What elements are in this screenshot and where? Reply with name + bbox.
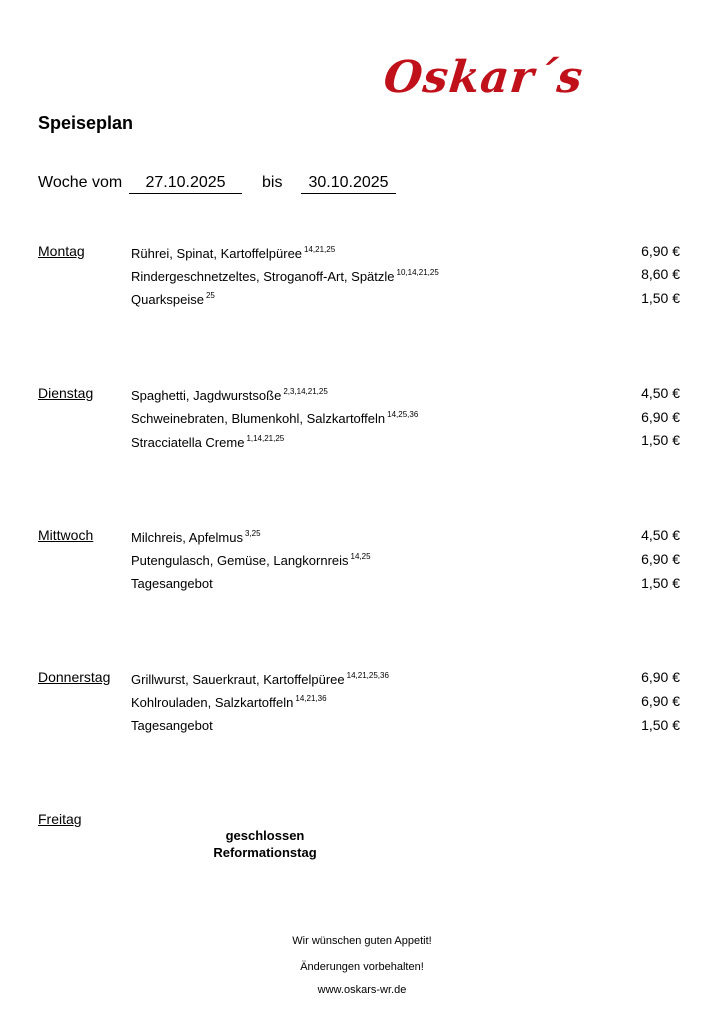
menu-item (131, 435, 284, 450)
day-dienstag: Dienstag (38, 385, 94, 401)
closed-reason: Reformationstag (213, 845, 317, 860)
dish-name: Tagesangebot (131, 718, 213, 733)
dish-name: Schweinebraten, Blumenkohl, Salzkartoffeln (131, 411, 386, 426)
price: 1,50 € (641, 432, 680, 448)
menu-item (131, 292, 215, 307)
price: 8,60 € (641, 266, 680, 282)
logo: Oskar´s (381, 52, 586, 103)
menu-item (131, 388, 328, 403)
price: 6,90 € (641, 243, 680, 259)
dish-name: Milchreis, Apfelmus (131, 530, 243, 545)
dish-name: Stracciatella Creme (131, 435, 245, 450)
day-freitag: Freitag (38, 811, 82, 827)
price: 6,90 € (641, 669, 680, 685)
week-label: Woche vom (38, 174, 123, 191)
menu-item (131, 672, 389, 687)
footer-appetit: Wir wünschen guten Appetit! (292, 935, 432, 947)
allergen-codes: 14,21,25 (304, 245, 336, 254)
day-mittwoch: Mittwoch (38, 527, 94, 543)
allergen-codes: 14,25 (350, 552, 371, 561)
menu-item (131, 576, 213, 591)
allergen-codes: 14,21,36 (295, 694, 327, 703)
day-montag: Montag (38, 243, 85, 259)
closed-notice (180, 827, 350, 861)
allergen-codes: 14,25,36 (387, 410, 419, 419)
allergen-codes: 1,14,21,25 (246, 434, 285, 443)
closed-text: geschlossen (225, 828, 305, 843)
dish-name: Rindergeschnetzeltes, Stroganoff-Art, Spätzle (131, 269, 395, 284)
dish-name: Quarkspeise (131, 292, 204, 307)
allergen-codes: 3,25 (244, 529, 261, 538)
price: 4,50 € (641, 527, 680, 543)
dish-name: Tagesangebot (131, 576, 213, 591)
menu-item (131, 269, 439, 284)
footer-disclaimer: Änderungen vorbehalten! (300, 961, 424, 973)
date-from: 27.10.2025 (129, 174, 242, 194)
price: 1,50 € (641, 575, 680, 591)
menu-item (131, 553, 371, 568)
dish-name: Grillwurst, Sauerkraut, Kartoffelpüree (131, 672, 345, 687)
allergen-codes: 10,14,21,25 (396, 268, 439, 277)
bis-label: bis (262, 174, 283, 191)
menu-item (131, 411, 418, 426)
allergen-codes: 25 (205, 291, 215, 300)
dish-name: Rührei, Spinat, Kartoffelpüree (131, 246, 303, 261)
day-donnerstag: Donnerstag (38, 669, 111, 685)
price: 1,50 € (641, 290, 680, 306)
allergen-codes: 14,21,25,36 (346, 671, 389, 680)
menu-item (131, 718, 213, 733)
dish-name: Putengulasch, Gemüse, Langkornreis (131, 553, 349, 568)
price: 1,50 € (641, 717, 680, 733)
price: 6,90 € (641, 409, 680, 425)
page-title: Speiseplan (38, 113, 134, 133)
price: 6,90 € (641, 551, 680, 567)
allergen-codes: 2,3,14,21,25 (283, 387, 328, 396)
menu-item (131, 695, 327, 710)
menu-item (131, 530, 261, 545)
dish-name: Spaghetti, Jagdwurstsoße (131, 388, 282, 403)
dish-name: Kohlrouladen, Salzkartoffeln (131, 695, 294, 710)
date-to: 30.10.2025 (301, 174, 396, 194)
price: 6,90 € (641, 693, 680, 709)
menu-item (131, 246, 335, 261)
price: 4,50 € (641, 385, 680, 401)
footer-website[interactable]: www.oskars-wr.de (317, 984, 407, 996)
